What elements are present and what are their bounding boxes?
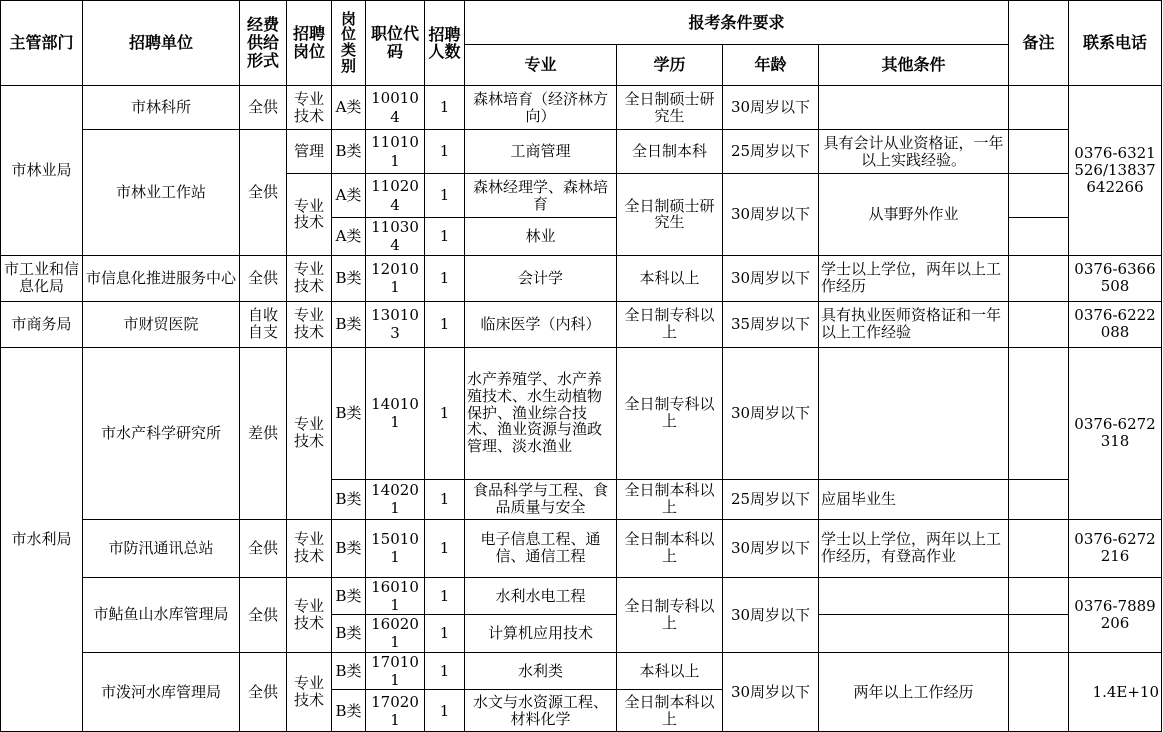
cell-count: 1 (425, 218, 465, 256)
cell-post: 专业技术 (287, 577, 332, 652)
table-row (1, 519, 1162, 577)
cell-type: B类 (332, 255, 366, 301)
cell-dept: 市水利局 (1, 347, 83, 732)
cell-edu: 全日制本科以上 (617, 519, 723, 577)
cell-remark (1009, 652, 1069, 732)
cell-code: 110101 (366, 130, 425, 174)
cell-edu: 全日制硕士研究生 (617, 86, 723, 130)
cell-other (819, 615, 1009, 653)
cell-major: 水利类 (465, 652, 617, 690)
cell-other: 学士以上学位，两年以上工作经历，有登高作业 (819, 519, 1009, 577)
cell-code: 170101 (366, 652, 425, 690)
header-unit: 招聘单位 (83, 1, 240, 86)
cell-code: 160201 (366, 615, 425, 653)
cell-contact: 0376-6366508 (1069, 255, 1162, 301)
cell-major: 临床医学（内科） (465, 301, 617, 347)
cell-major: 森林经理学、森林培育 (465, 174, 617, 218)
table-row (1, 652, 1162, 690)
cell-post: 专业技术 (287, 347, 332, 519)
cell-code: 140201 (366, 479, 425, 519)
cell-fund: 全供 (240, 652, 287, 732)
cell-contact: 0376-6222088 (1069, 301, 1162, 347)
cell-unit: 市财贸医院 (83, 301, 240, 347)
cell-count: 1 (425, 301, 465, 347)
cell-count: 1 (425, 255, 465, 301)
cell-count: 1 (425, 130, 465, 174)
cell-post: 管理 (287, 130, 332, 174)
table-row (1, 577, 1162, 615)
cell-type: A类 (332, 86, 366, 130)
cell-post: 专业技术 (287, 255, 332, 301)
cell-edu: 全日制硕士研究生 (617, 174, 723, 256)
cell-edu: 本科以上 (617, 255, 723, 301)
cell-age: 25周岁以下 (723, 130, 819, 174)
cell-age: 30周岁以下 (723, 519, 819, 577)
cell-edu: 全日制本科以上 (617, 690, 723, 732)
cell-type: B类 (332, 130, 366, 174)
cell-other (819, 577, 1009, 615)
header-code: 职位代码 (366, 1, 425, 86)
header-post-type: 岗位类别 (332, 1, 366, 86)
cell-post: 专业技术 (287, 86, 332, 130)
cell-code: 140101 (366, 347, 425, 479)
table-row (1, 255, 1162, 301)
cell-major: 水文与水资源工程、材料化学 (465, 690, 617, 732)
cell-contact: 0376-6272318 (1069, 347, 1162, 519)
table-row (1, 301, 1162, 347)
cell-major: 工商管理 (465, 130, 617, 174)
cell-type: B类 (332, 301, 366, 347)
cell-age: 30周岁以下 (723, 174, 819, 256)
cell-code: 110304 (366, 218, 425, 256)
header-count: 招聘人数 (425, 1, 465, 86)
cell-other: 具有执业医师资格证和一年以上工作经验 (819, 301, 1009, 347)
cell-remark (1009, 479, 1069, 519)
cell-remark (1009, 347, 1069, 479)
cell-major: 林业 (465, 218, 617, 256)
cell-edu: 全日制本科 (617, 130, 723, 174)
cell-type: B类 (332, 519, 366, 577)
cell-remark (1009, 519, 1069, 577)
cell-major: 森林培育（经济林方向） (465, 86, 617, 130)
cell-age: 30周岁以下 (723, 255, 819, 301)
cell-count: 1 (425, 347, 465, 479)
cell-fund: 全供 (240, 255, 287, 301)
cell-other: 具有会计从业资格证，一年以上实践经验。 (819, 130, 1009, 174)
cell-unit: 市林科所 (83, 86, 240, 130)
cell-contact: 0376-6272216 (1069, 519, 1162, 577)
cell-remark (1009, 174, 1069, 218)
cell-edu: 全日制专科以上 (617, 577, 723, 652)
cell-type: B类 (332, 615, 366, 653)
cell-count: 1 (425, 690, 465, 732)
cell-contact: 0376-7889206 (1069, 577, 1162, 652)
cell-major: 计算机应用技术 (465, 615, 617, 653)
cell-post: 专业技术 (287, 301, 332, 347)
cell-fund: 自收自支 (240, 301, 287, 347)
cell-count: 1 (425, 174, 465, 218)
cell-remark (1009, 86, 1069, 130)
cell-code: 150101 (366, 519, 425, 577)
cell-type: B类 (332, 479, 366, 519)
cell-fund: 全供 (240, 130, 287, 256)
cell-age: 30周岁以下 (723, 347, 819, 479)
cell-code: 160101 (366, 577, 425, 615)
cell-type: A类 (332, 174, 366, 218)
cell-code: 130103 (366, 301, 425, 347)
header-row-1 (1, 1, 1162, 45)
cell-code: 120101 (366, 255, 425, 301)
cell-remark (1009, 255, 1069, 301)
cell-count: 1 (425, 519, 465, 577)
table-row (1, 347, 1162, 479)
cell-type: B类 (332, 652, 366, 690)
cell-other (819, 347, 1009, 479)
header-remark: 备注 (1009, 1, 1069, 86)
cell-unit: 市林业工作站 (83, 130, 240, 256)
cell-unit: 市水产科学研究所 (83, 347, 240, 519)
table-row (1, 130, 1162, 174)
cell-code: 170201 (366, 690, 425, 732)
cell-count: 1 (425, 615, 465, 653)
cell-unit: 市防汛通讯总站 (83, 519, 240, 577)
cell-unit: 市鲇鱼山水库管理局 (83, 577, 240, 652)
cell-remark (1009, 130, 1069, 174)
cell-contact: 1.4E+10 (1069, 652, 1162, 732)
cell-count: 1 (425, 652, 465, 690)
cell-edu: 全日制专科以上 (617, 301, 723, 347)
cell-age: 30周岁以下 (723, 652, 819, 732)
table-row (1, 86, 1162, 130)
cell-other: 从事野外作业 (819, 174, 1009, 256)
cell-code: 100104 (366, 86, 425, 130)
header-dept: 主管部门 (1, 1, 83, 86)
header-edu: 学历 (617, 45, 723, 86)
cell-age: 35周岁以下 (723, 301, 819, 347)
cell-count: 1 (425, 86, 465, 130)
cell-unit: 市泼河水库管理局 (83, 652, 240, 732)
cell-edu: 全日制本科以上 (617, 479, 723, 519)
cell-post: 专业技术 (287, 519, 332, 577)
cell-post: 专业技术 (287, 652, 332, 732)
cell-type: B类 (332, 347, 366, 479)
cell-age: 30周岁以下 (723, 86, 819, 130)
cell-edu: 本科以上 (617, 652, 723, 690)
cell-fund: 全供 (240, 519, 287, 577)
header-contact: 联系电话 (1069, 1, 1162, 86)
cell-contact: 0376-6321526/13837642266 (1069, 86, 1162, 256)
cell-dept: 市商务局 (1, 301, 83, 347)
cell-post: 专业技术 (287, 174, 332, 256)
cell-major: 水利水电工程 (465, 577, 617, 615)
cell-age: 30周岁以下 (723, 577, 819, 652)
cell-remark (1009, 218, 1069, 256)
cell-remark (1009, 615, 1069, 653)
cell-type: A类 (332, 218, 366, 256)
cell-major: 电子信息工程、通信、通信工程 (465, 519, 617, 577)
cell-major: 会计学 (465, 255, 617, 301)
cell-fund: 差供 (240, 347, 287, 519)
cell-fund: 全供 (240, 86, 287, 130)
cell-major: 水产养殖学、水产养殖技术、水生动植物保护、渔业综合技术、渔业资源与渔政管理、淡水渔业 (465, 347, 617, 479)
header-major: 专业 (465, 45, 617, 86)
cell-other: 应届毕业生 (819, 479, 1009, 519)
cell-other (819, 86, 1009, 130)
cell-other: 学士以上学位，两年以上工作经历 (819, 255, 1009, 301)
cell-age: 25周岁以下 (723, 479, 819, 519)
cell-type: B类 (332, 577, 366, 615)
cell-major: 食品科学与工程、食品质量与安全 (465, 479, 617, 519)
cell-type: B类 (332, 690, 366, 732)
cell-remark (1009, 577, 1069, 615)
cell-count: 1 (425, 479, 465, 519)
cell-unit: 市信息化推进服务中心 (83, 255, 240, 301)
cell-code: 110204 (366, 174, 425, 218)
header-fund: 经费供给形式 (240, 1, 287, 86)
cell-dept: 市林业局 (1, 86, 83, 256)
header-age: 年龄 (723, 45, 819, 86)
cell-count: 1 (425, 577, 465, 615)
cell-remark (1009, 301, 1069, 347)
cell-edu: 全日制专科以上 (617, 347, 723, 479)
cell-fund: 全供 (240, 577, 287, 652)
header-post: 招聘岗位 (287, 1, 332, 86)
header-other: 其他条件 (819, 45, 1009, 86)
cell-dept: 市工业和信息化局 (1, 255, 83, 301)
cell-other: 两年以上工作经历 (819, 652, 1009, 732)
header-requirements: 报考条件要求 (465, 1, 1009, 45)
